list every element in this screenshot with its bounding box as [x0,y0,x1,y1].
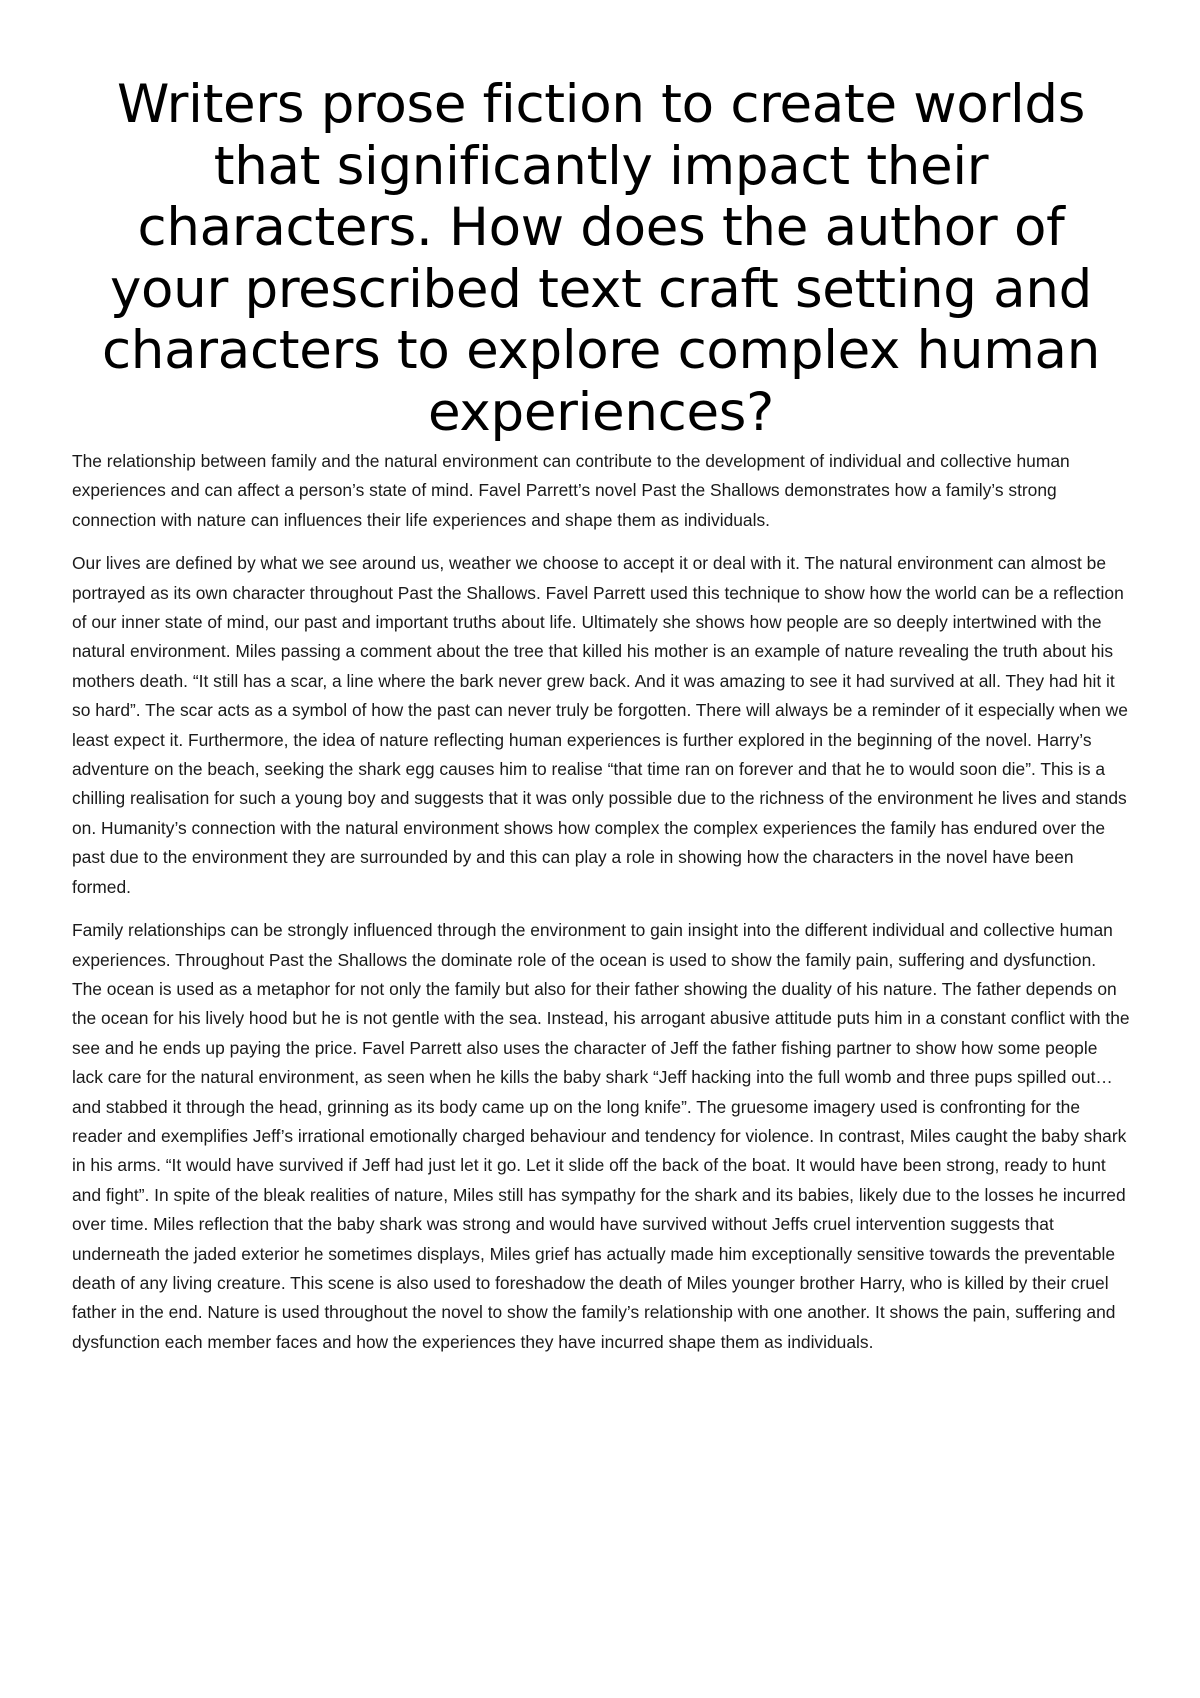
paragraph-family-relationships: Family relationships can be strongly influenced through the environment to gain insight into the different individual and collective human experiences. Throughout Past the Shallows the dominate role of the ocean is used to show the family pain, suffering and dysfunction. The ocean is used as a metaphor for not only the family but also for their father showing the duality of his nature. The father depends on the ocean for his lively hood but he is not gentle with the sea. Instead, his arrogant abusive attitude puts him in a constant conflict with the see and he ends up paying the price. Favel Parrett also uses the character of Jeff the father fishing partner to show how some people lack care for the natural environment, as seen when he kills the baby shark “Jeff hacking into the full womb and three pups spilled out… and stabbed it through the head, grinning as its body came up on the long knife”. The gruesome imagery used is confronting for the reader and exemplifies Jeff’s irrational emotionally charged behaviour and tendency for violence. In contrast, Miles caught the baby shark in his arms. “It would have survived if Jeff had just let it go. Let it slide off the back of the boat. It would have been strong, ready to hunt and fight”. In spite of the bleak realities of nature, Miles still has sympathy for the shark and its babies, likely due to the losses he incurred over time. Miles reflection that the baby shark was strong and would have survived without Jeffs cruel intervention suggests that underneath the jaded exterior he sometimes displays, Miles grief has actually made him exceptionally sensitive towards the preventable death of any living creature. This scene is also used to foreshadow the death of Miles younger brother Harry, who is killed by their cruel father in the end. Nature is used throughout the novel to show the family’s relationship with one another. It shows the pain, suffering and dysfunction each member faces and how the experiences they have incurred shape them as individuals. [72,920,1130,1352]
paragraph-intro: The relationship between family and the natural environment can contribute to the development of individual and collective human experiences and can affect a person’s state of mind. Favel Parrett’s novel Past the Shallows demonstrates how a family’s strong connection with nature can influences their life experiences and shape them as individuals. [72,451,1070,530]
paragraph-natural-environment: Our lives are defined by what we see around us, weather we choose to accept it or deal with it. The natural environment can almost be portrayed as its own character throughout Past the Shallows. Favel Parrett used this technique to show how the world can be a reflection of our inner state of mind, our past and important truths about life. Ultimately she shows how people are so deeply intertwined with the natural environment. Miles passing a comment about the tree that killed his mother is an example of nature revealing the truth about his mothers death. “It still has a scar, a line where the bark never grew back. And it was amazing to see it had survived at all. They had hit it so hard”. The scar acts as a symbol of how the past can never truly be forgotten. There will always be a reminder of it especially when we least expect it. Furthermore, the idea of nature reflecting human experiences is further explored in the beginning of the novel. Harry’s adventure on the beach, seeking the shark egg causes him to realise “that time ran on forever and that he to would soon die”. This is a chilling realisation for such a young boy and suggests that it was only possible due to the richness of the environment he lives and stands on. Humanity’s connection with the natural environment shows how complex the complex experiences the family has endured over the past due to the environment they are surrounded by and this can play a role in showing how the characters in the novel have been formed. [72,553,1128,897]
document-title: Writers prose fiction to create worlds that significantly impact their characters. How does the author of your prescribed text craft setting and characters to explore complex human experiences? [101,74,1101,443]
document-body [72,447,1130,1357]
